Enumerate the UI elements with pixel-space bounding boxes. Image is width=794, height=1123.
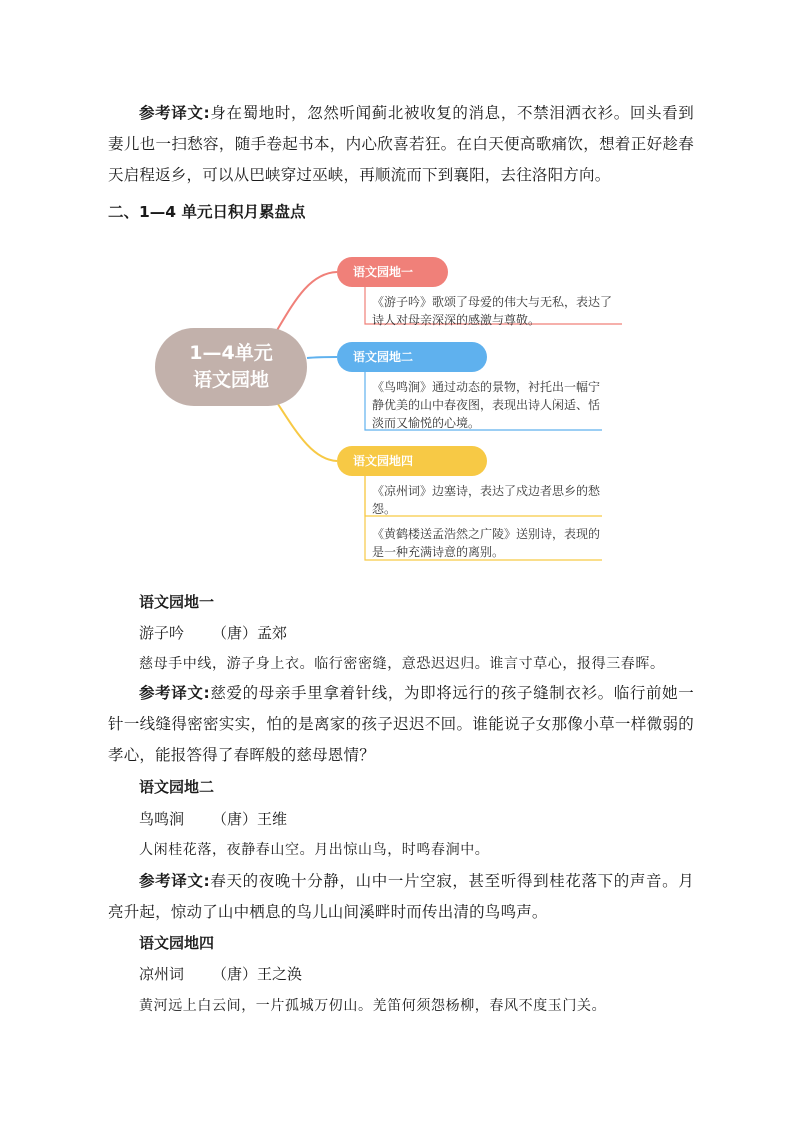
translation-text: 春天的夜晚十分静，山中一片空寂，甚至听得到桂花落下的声音。月亮升起，惊动了山中栖息的鸟儿山间溪畔时而传出清的鸟鸣声。 [108, 872, 694, 921]
section-2-title: 语文园地二 [139, 778, 215, 796]
mind-map-node-3-text-2: 《黄鹤楼送孟浩然之广陵》送别诗，表现的是一种充满诗意的离别。 [372, 527, 601, 559]
poem-title: 凉州词 [139, 965, 185, 983]
mind-map-node-1-text: 《游子吟》歌颂了母爱的伟大与无私，表达了诗人对母亲深深的感激与尊敬。 [372, 295, 613, 327]
translation-label: 参考译文: [139, 872, 210, 890]
poem-title: 游子吟 [139, 624, 185, 642]
section-1-poem-heading [139, 621, 287, 645]
poem-author: （唐）王维 [212, 810, 288, 828]
section-1-title: 语文园地一 [139, 593, 215, 611]
section-4-poem: 黄河远上白云间，一片孤城万仞山。羌笛何须怨杨柳，春风不度玉门关。 [139, 998, 607, 1014]
section-1-poem: 慈母手中线，游子身上衣。临行密密缝，意恐迟迟归。谁言寸草心，报得三春晖。 [139, 656, 665, 672]
mind-map-node-3: 语文园地四 [337, 446, 487, 476]
section-1-translation [108, 678, 694, 771]
section-title: 二、1—4 单元日积月累盘点 [108, 203, 306, 221]
mind-map-node-3-text-1: 《凉州词》边塞诗，表达了戍边者思乡的愁怨。 [372, 484, 601, 516]
mind-map-node-2-text: 《鸟鸣涧》通过动态的景物，衬托出一幅宁静优美的山中春夜图，表现出诗人闲适、恬淡而又愉悦的心境。 [372, 380, 601, 430]
translation-label: 参考译文: [139, 684, 210, 702]
translation-text: 慈爱的母亲手里拿着针线，为即将远行的孩子缝制衣衫。临行前她一针一线缝得密密实实，怕的是离家的孩子迟迟不回。谁能说子女那像小草一样微弱的孝心，能报答得了春晖般的慈母恩情？ [108, 684, 694, 764]
poem-author: （唐）孟郊 [212, 624, 288, 642]
mind-map-node-2: 语文园地二 [337, 342, 487, 372]
section-2-poem-heading [139, 807, 287, 831]
mind-map-center [155, 328, 307, 406]
section-4-poem-heading [139, 962, 302, 986]
poem-author: （唐）王之涣 [212, 965, 303, 983]
mind-map-center-label: 1—4单元 语文园地 [189, 342, 273, 391]
mind-map-node-1: 语文园地一 [337, 257, 448, 287]
section-4-title: 语文园地四 [139, 934, 215, 952]
translation-text: 身在蜀地时，忽然听闻蓟北被收复的消息，不禁泪洒衣衫。回头看到妻儿也一扫愁容，随手卷起书本，内心欣喜若狂。在白天便高歌痛饮，想着正好趁春天启程返乡，可以从巴峡穿过巫峡，再顺流而下到襄阳，去往洛阳方向。 [108, 104, 694, 184]
section-2-translation [108, 866, 694, 928]
poem-title: 鸟鸣涧 [139, 810, 185, 828]
translation-label: 参考译文: [139, 104, 210, 122]
section-2-poem: 人闲桂花落，夜静春山空。月出惊山鸟，时鸣春涧中。 [139, 842, 490, 858]
